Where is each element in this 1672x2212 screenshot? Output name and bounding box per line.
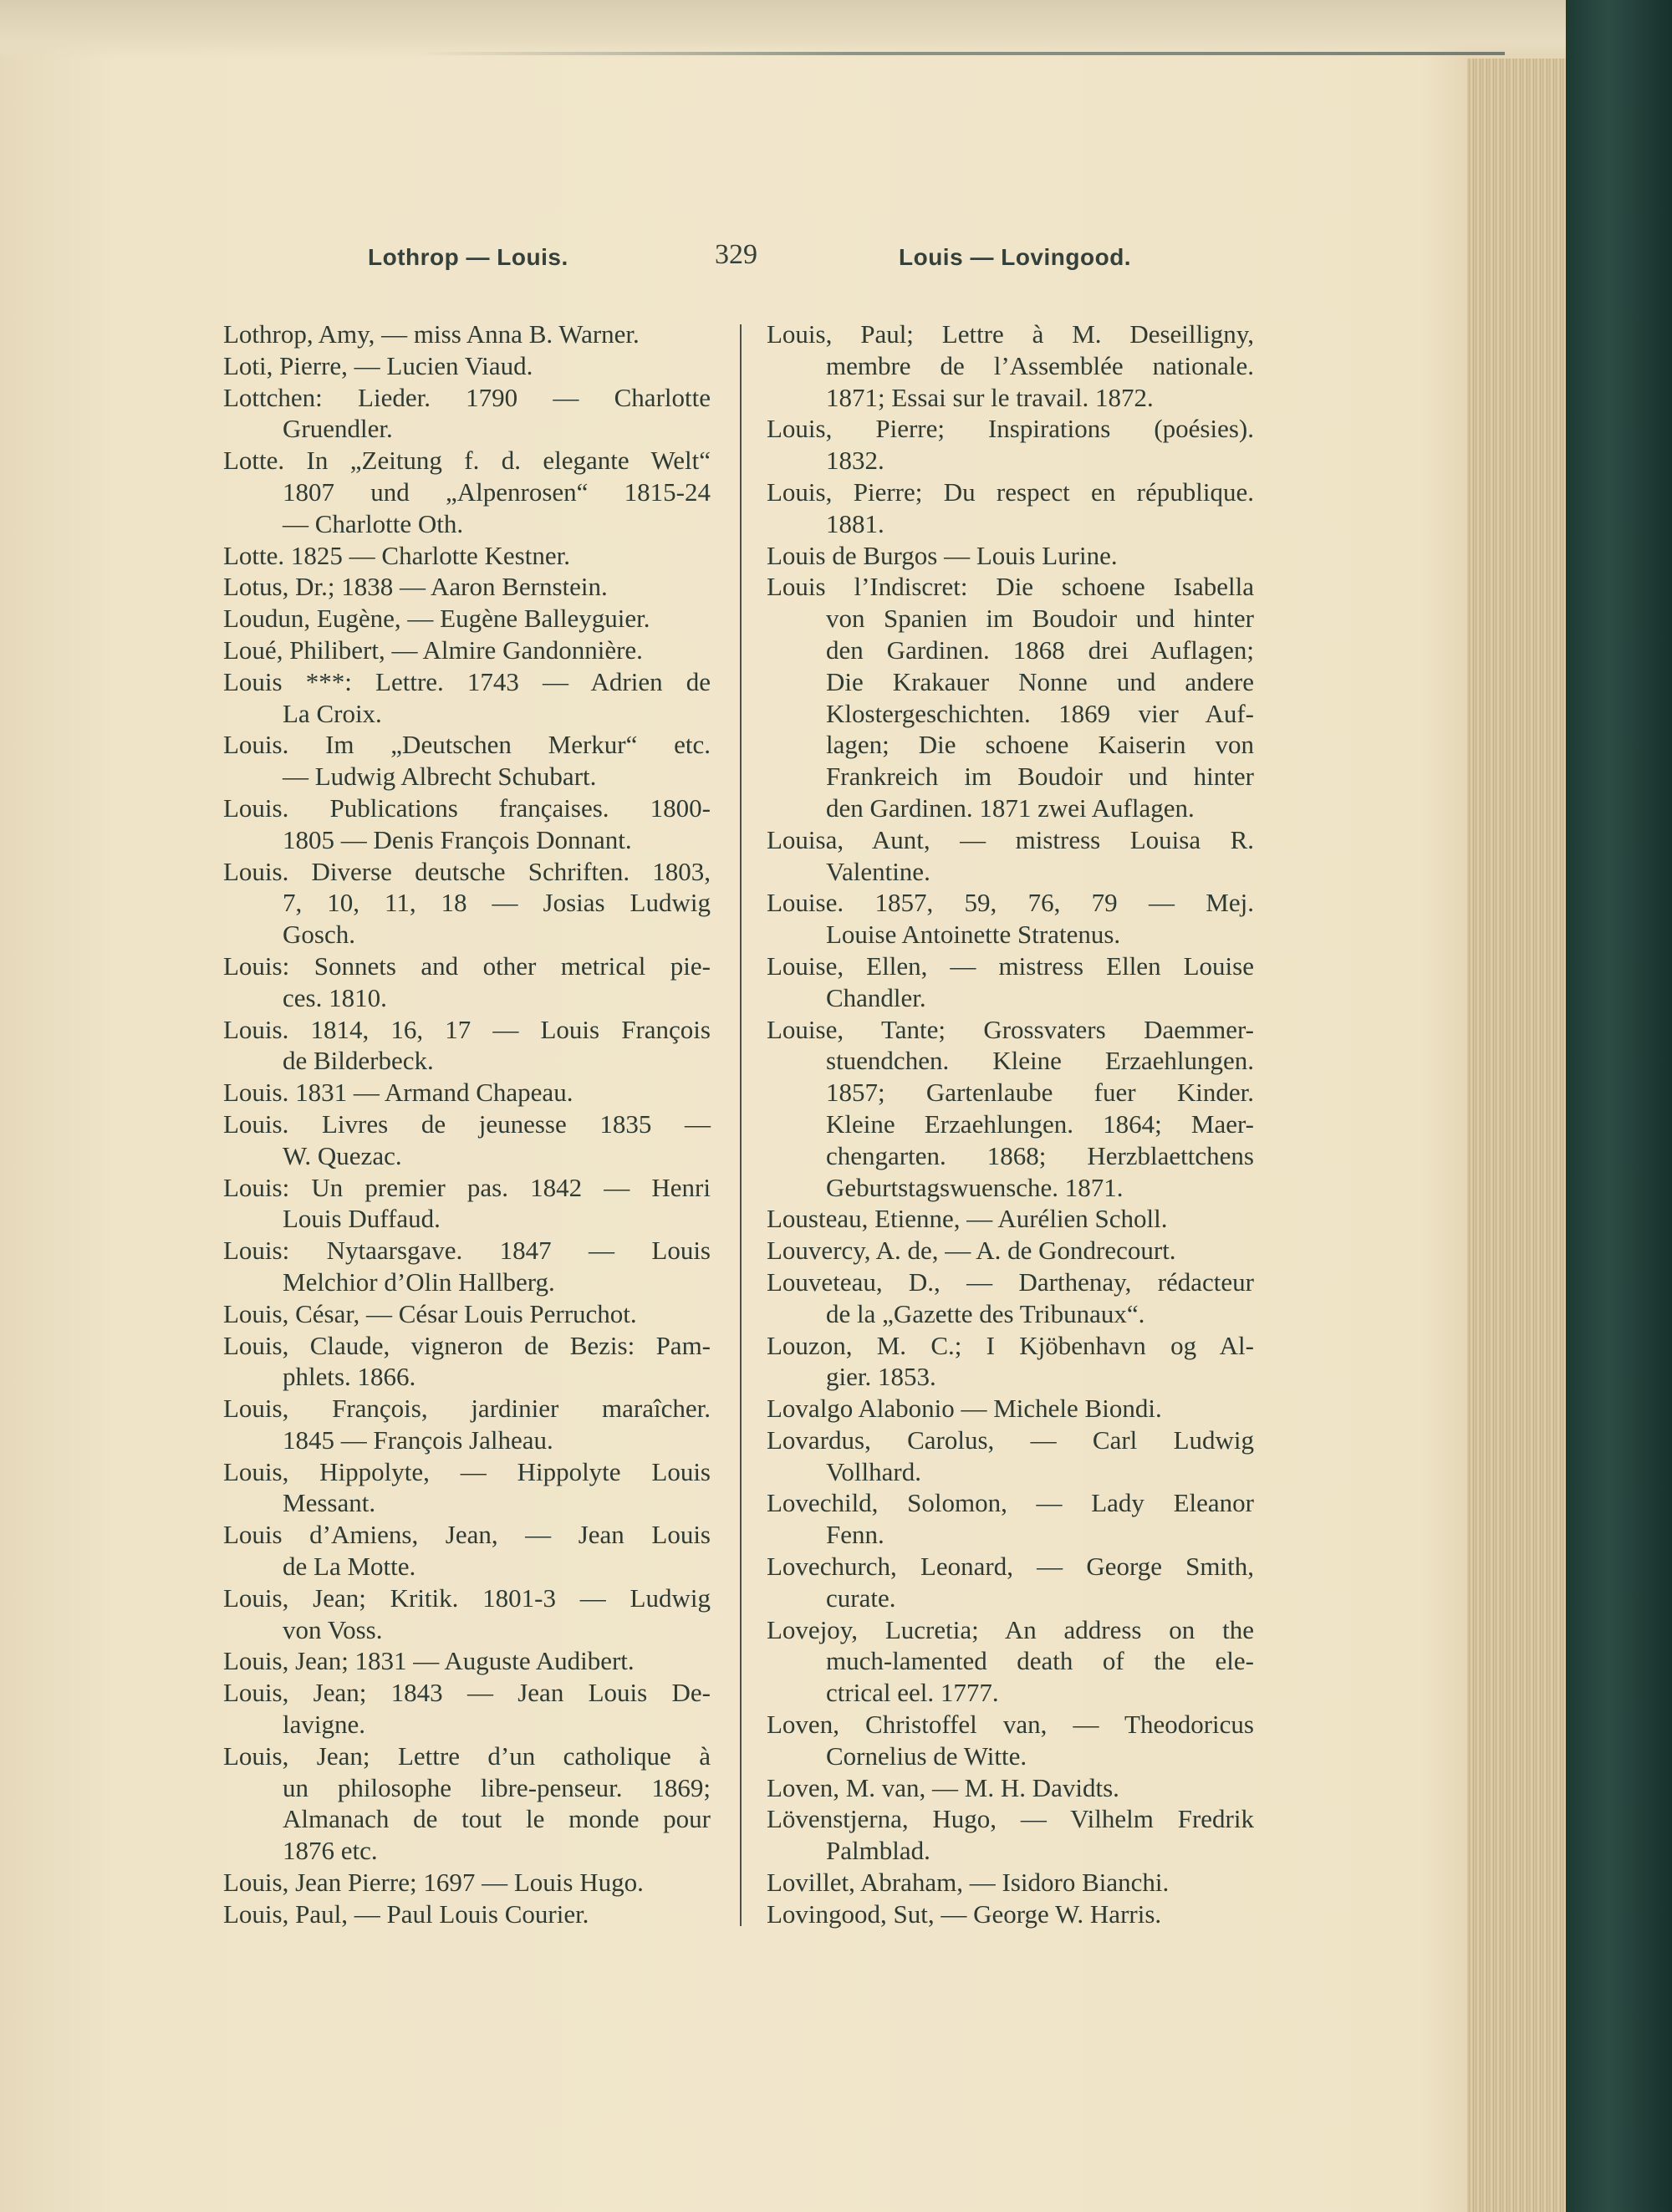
index-entry bbox=[767, 477, 1254, 540]
index-entry bbox=[767, 319, 1254, 413]
index-entry bbox=[223, 1235, 711, 1298]
entry-line: Loti, Pierre, — Lucien Viaud. bbox=[223, 350, 533, 380]
index-entry bbox=[767, 1772, 1254, 1804]
index-entry bbox=[223, 540, 711, 572]
entry-line: Frankreich im Boudoir und hinter bbox=[826, 762, 1254, 792]
index-entry bbox=[223, 1456, 711, 1520]
index-entry bbox=[767, 1614, 1254, 1709]
index-entry bbox=[223, 1645, 711, 1677]
entry-line: Almanach de tout le monde pour bbox=[283, 1804, 711, 1834]
entry-line: Loudun, Eugène, — Eugène Balleyguier. bbox=[223, 604, 650, 634]
index-entry bbox=[223, 1677, 711, 1741]
entry-line: Lövenstjerna, Hugo, — Vilhelm Fredrik bbox=[767, 1804, 1254, 1834]
entry-line: Louveteau, D., — Darthenay, rédacteur bbox=[767, 1267, 1254, 1297]
entry-line: Louis, Jean; Kritik. 1801-3 — Ludwig bbox=[223, 1583, 711, 1613]
index-entry bbox=[767, 1425, 1254, 1488]
index-entry bbox=[223, 571, 711, 603]
index-entry bbox=[223, 350, 711, 382]
index-entry bbox=[767, 1487, 1254, 1551]
entry-line: Louvercy, A. de, — A. de Gondrecourt. bbox=[767, 1236, 1176, 1266]
entry-line: Louis, Jean; 1831 — Auguste Audibert. bbox=[223, 1646, 635, 1676]
column-divider bbox=[740, 324, 742, 1926]
entry-line: Louis, Pierre; Du respect en république. bbox=[767, 477, 1254, 507]
entry-line: Louisa, Aunt, — mistress Louisa R. bbox=[767, 824, 1254, 854]
entry-line: ces. 1810. bbox=[283, 982, 387, 1012]
entry-line: Louis: Un premier pas. 1842 — Henri bbox=[223, 1172, 711, 1202]
entry-line: Louis, Pierre; Inspirations (poésies). bbox=[767, 414, 1254, 444]
entry-line: Lovejoy, Lucretia; An address on the bbox=[767, 1614, 1254, 1644]
index-entry bbox=[223, 635, 711, 666]
index-entry bbox=[767, 1203, 1254, 1235]
entry-line: Louis, Paul; Lettre à M. Deseilligny, bbox=[767, 319, 1254, 349]
entry-line: ctrical eel. 1777. bbox=[826, 1678, 999, 1708]
entry-line: 1805 — Denis François Donnant. bbox=[283, 824, 632, 854]
entry-line: Lovechild, Solomon, — Lady Eleanor bbox=[767, 1488, 1254, 1518]
index-entry bbox=[223, 1172, 711, 1236]
entry-line: stuendchen. Kleine Erzaehlungen. bbox=[826, 1046, 1254, 1076]
entry-line: Louis d’Amiens, Jean, — Jean Louis bbox=[223, 1520, 711, 1550]
entry-line: much-lamented death of the ele- bbox=[826, 1646, 1254, 1676]
entry-line: Gruendler. bbox=[283, 414, 393, 444]
index-entry bbox=[223, 603, 711, 635]
entry-line: Cornelius de Witte. bbox=[826, 1741, 1027, 1771]
entry-line: Lottchen: Lieder. 1790 — Charlotte bbox=[223, 382, 711, 412]
index-entry bbox=[767, 1267, 1254, 1330]
entry-line: Louise Antoinette Stratenus. bbox=[826, 920, 1121, 950]
right-column bbox=[767, 319, 1254, 1930]
index-entry bbox=[223, 793, 711, 856]
entry-line: 1845 — François Jalheau. bbox=[283, 1425, 553, 1455]
index-entry bbox=[223, 729, 711, 793]
entry-line: de La Motte. bbox=[283, 1552, 416, 1582]
page-top-shadow bbox=[0, 0, 1672, 59]
entry-line: lagen; Die schoene Kaiserin von bbox=[826, 730, 1254, 760]
binding-edge bbox=[418, 52, 1505, 55]
entry-line: Klostergeschichten. 1869 vier Auf- bbox=[826, 698, 1254, 728]
page-number: 329 bbox=[715, 239, 757, 270]
index-entry bbox=[223, 382, 711, 446]
entry-line: Lovardus, Carolus, — Carl Ludwig bbox=[767, 1425, 1254, 1455]
entry-line: Palmblad. bbox=[826, 1836, 930, 1866]
index-entry bbox=[223, 1014, 711, 1078]
entry-line: den Gardinen. 1868 drei Auflagen; bbox=[826, 635, 1254, 665]
index-entry bbox=[767, 1393, 1254, 1425]
entry-line: Chandler. bbox=[826, 982, 926, 1012]
entry-line: Louis. Diverse deutsche Schriften. 1803, bbox=[223, 856, 711, 886]
index-entry bbox=[223, 1393, 711, 1456]
entry-line: 1876 etc. bbox=[283, 1836, 378, 1866]
entry-line: 1807 und „Alpenrosen“ 1815-24 bbox=[283, 477, 711, 507]
entry-line: Louis: Nytaarsgave. 1847 — Louis bbox=[223, 1236, 711, 1266]
index-entry bbox=[767, 887, 1254, 951]
index-entry bbox=[223, 1077, 711, 1109]
entry-line: Loven, Christoffel van, — Theodoricus bbox=[767, 1710, 1254, 1740]
entry-line: chengarten. 1868; Herzblaettchens bbox=[826, 1140, 1254, 1170]
entry-line: Die Krakauer Nonne und andere bbox=[826, 666, 1254, 696]
index-entry bbox=[767, 1709, 1254, 1772]
entry-line: Louis. 1831 — Armand Chapeau. bbox=[223, 1078, 573, 1108]
entry-line: Lothrop, Amy, — miss Anna B. Warner. bbox=[223, 319, 640, 349]
entry-line: membre de l’Assemblée nationale. bbox=[826, 350, 1254, 380]
index-entry bbox=[223, 445, 711, 539]
entry-line: Louzon, M. C.; I Kjöbenhavn og Al- bbox=[767, 1330, 1254, 1360]
index-entry bbox=[223, 856, 711, 951]
index-entry bbox=[767, 540, 1254, 572]
book-cover bbox=[1566, 0, 1672, 2212]
entry-line: — Ludwig Albrecht Schubart. bbox=[283, 762, 597, 792]
entry-line: Lotte. 1825 — Charlotte Kestner. bbox=[223, 540, 570, 570]
index-entry bbox=[767, 1235, 1254, 1267]
index-entry bbox=[223, 1330, 711, 1394]
entry-line: gier. 1853. bbox=[826, 1362, 936, 1392]
entry-line: un philosophe libre-penseur. 1869; bbox=[283, 1772, 711, 1802]
index-entry bbox=[223, 1741, 711, 1867]
entry-line: Lovillet, Abraham, — Isidoro Bianchi. bbox=[767, 1868, 1170, 1898]
entry-line: Louise, Tante; Grossvaters Daemmer- bbox=[767, 1014, 1254, 1044]
entry-line: Louis. 1814, 16, 17 — Louis François bbox=[223, 1014, 711, 1044]
entry-line: Lovalgo Alabonio — Michele Biondi. bbox=[767, 1394, 1162, 1424]
entry-line: Louise, Ellen, — mistress Ellen Louise bbox=[767, 951, 1254, 981]
index-entry bbox=[767, 1803, 1254, 1867]
entry-line: Lousteau, Etienne, — Aurélien Scholl. bbox=[767, 1204, 1168, 1234]
index-entry bbox=[767, 824, 1254, 888]
entry-line: de Bilderbeck. bbox=[283, 1046, 434, 1076]
index-entry bbox=[767, 413, 1254, 477]
index-entry bbox=[223, 319, 711, 350]
entry-line: Fenn. bbox=[826, 1520, 884, 1550]
entry-line: Louis: Sonnets and other metrical pie- bbox=[223, 951, 711, 981]
entry-line: 1857; Gartenlaube fuer Kinder. bbox=[826, 1078, 1254, 1108]
entry-line: Louis. Livres de jeunesse 1835 — bbox=[223, 1109, 711, 1139]
entry-line: Louis, Paul, — Paul Louis Courier. bbox=[223, 1899, 589, 1929]
index-entry bbox=[223, 1899, 711, 1930]
entry-line: Louis, César, — César Louis Perruchot. bbox=[223, 1298, 637, 1328]
index-entry bbox=[767, 1014, 1254, 1204]
entry-line: Louis, Hippolyte, — Hippolyte Louis bbox=[223, 1456, 711, 1486]
entry-line: Louis ***: Lettre. 1743 — Adrien de bbox=[223, 666, 711, 696]
entry-line: Loven, M. van, — M. H. Davidts. bbox=[767, 1772, 1119, 1802]
left-running-head: Lothrop — Louis. bbox=[368, 244, 568, 270]
entry-line: Louis, Jean; 1843 — Jean Louis De- bbox=[223, 1678, 711, 1708]
entry-line: 1881. bbox=[826, 508, 884, 538]
entry-line: Louis. Im „Deutschen Merkur“ etc. bbox=[223, 730, 711, 760]
entry-line: Louis l’Indiscret: Die schoene Isabella bbox=[767, 572, 1254, 602]
index-entry bbox=[767, 1867, 1254, 1899]
entry-line: Louis. Publications françaises. 1800- bbox=[223, 793, 711, 823]
entry-line: 7, 10, 11, 18 — Josias Ludwig bbox=[283, 888, 711, 918]
entry-line: Gosch. bbox=[283, 920, 355, 950]
index-entry bbox=[223, 1109, 711, 1172]
index-entry bbox=[223, 1298, 711, 1330]
index-entry bbox=[767, 951, 1254, 1014]
entry-line: Louis, Jean Pierre; 1697 — Louis Hugo. bbox=[223, 1868, 644, 1898]
page-edges bbox=[1467, 59, 1566, 2212]
entry-line: de la „Gazette des Tribunaux“. bbox=[826, 1298, 1145, 1328]
index-entry bbox=[767, 1551, 1254, 1614]
index-entry bbox=[223, 1867, 711, 1899]
entry-line: Louis Duffaud. bbox=[283, 1204, 441, 1234]
entry-line: von Voss. bbox=[283, 1614, 383, 1644]
left-column bbox=[223, 319, 711, 1930]
index-entry bbox=[223, 1583, 711, 1646]
entry-line: Lovingood, Sut, — George W. Harris. bbox=[767, 1899, 1162, 1929]
index-entry bbox=[767, 1330, 1254, 1394]
entry-line: Louis, Claude, vigneron de Bezis: Pam- bbox=[223, 1330, 711, 1360]
entry-line: phlets. 1866. bbox=[283, 1362, 416, 1392]
entry-line: — Charlotte Oth. bbox=[283, 508, 464, 538]
entry-line: Lotus, Dr.; 1838 — Aaron Bernstein. bbox=[223, 572, 608, 602]
entry-line: Louise. 1857, 59, 76, 79 — Mej. bbox=[767, 888, 1254, 918]
entry-line: den Gardinen. 1871 zwei Auflagen. bbox=[826, 793, 1195, 823]
entry-line: Loué, Philibert, — Almire Gandonnière. bbox=[223, 635, 643, 665]
entry-line: Lovechurch, Leonard, — George Smith, bbox=[767, 1552, 1254, 1582]
index-entry bbox=[223, 1519, 711, 1583]
entry-line: Louis, Jean; Lettre d’un catholique à bbox=[223, 1741, 711, 1771]
entry-line: Louis de Burgos — Louis Lurine. bbox=[767, 540, 1118, 570]
entry-line: 1832. bbox=[826, 446, 884, 476]
right-running-head: Louis — Lovingood. bbox=[899, 244, 1132, 270]
entry-line: curate. bbox=[826, 1583, 896, 1613]
entry-line: von Spanien im Boudoir und hinter bbox=[826, 604, 1254, 634]
entry-line: Geburtstagswuensche. 1871. bbox=[826, 1172, 1124, 1202]
index-entry bbox=[767, 571, 1254, 823]
entry-line: Messant. bbox=[283, 1488, 376, 1518]
entry-line: Kleine Erzaehlungen. 1864; Maer- bbox=[826, 1109, 1254, 1139]
entry-line: 1871; Essai sur le travail. 1872. bbox=[826, 382, 1154, 412]
entry-line: Vollhard. bbox=[826, 1456, 921, 1486]
entry-line: Louis, François, jardinier maraîcher. bbox=[223, 1394, 711, 1424]
entry-line: W. Quezac. bbox=[283, 1140, 402, 1170]
index-entry bbox=[223, 951, 711, 1014]
index-entry bbox=[223, 666, 711, 730]
index-entry bbox=[767, 1899, 1254, 1930]
entry-line: Valentine. bbox=[826, 856, 930, 886]
entry-line: Lotte. In „Zeitung f. d. elegante Welt“ bbox=[223, 446, 711, 476]
entry-line: Melchior d’Olin Hallberg. bbox=[283, 1267, 555, 1297]
entry-line: lavigne. bbox=[283, 1710, 365, 1740]
entry-line: La Croix. bbox=[283, 698, 382, 728]
